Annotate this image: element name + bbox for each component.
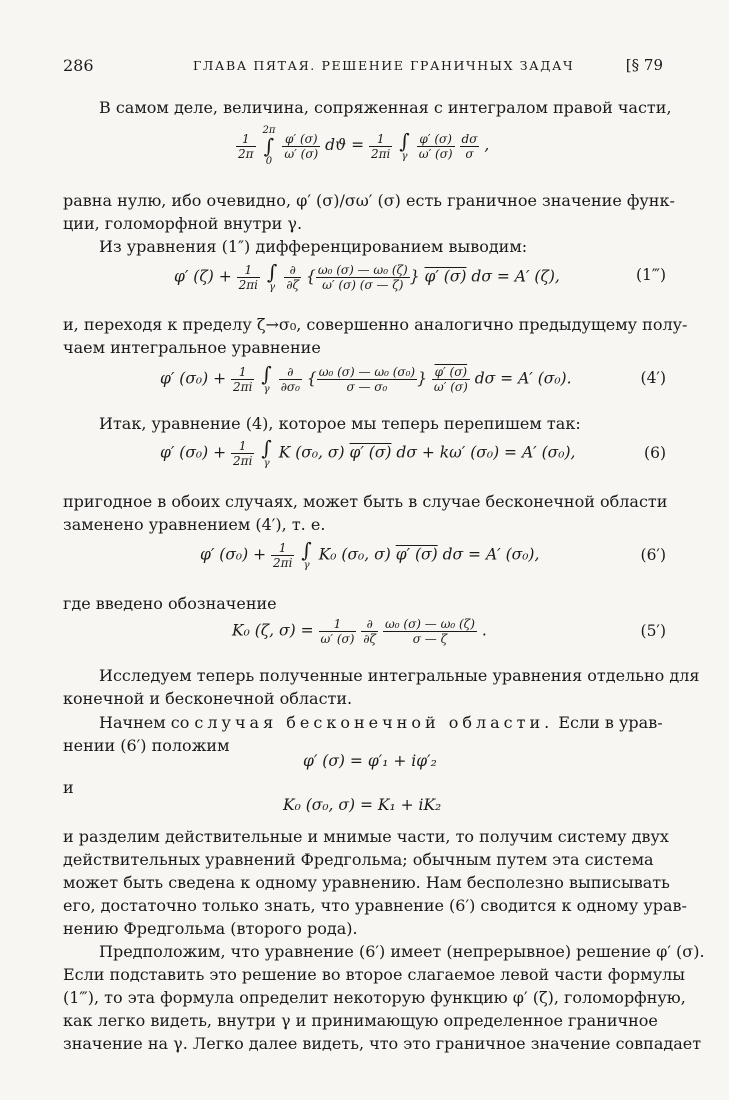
chapter-title: ГЛАВА ПЯТАЯ. РЕШЕНИЕ ГРАНИЧНЫХ ЗАДАЧ [193,58,575,73]
paragraph-line: конечной и бесконечной области. [63,689,353,708]
paragraph-line: где введено обозначение [63,594,277,613]
paragraph-line: Исследуем теперь полученные интегральные уравнения отдельно для [99,666,700,685]
paragraph-line: и разделим действительные и мнимые части, то получим систему двух [63,827,669,846]
paragraph-line: Предположим, что уравнение (6′) имеет (непрерывное) решение φ′ (σ). [99,942,705,961]
paragraph-line: как легко видеть, внутри γ и принимающую определенное граничное [63,1011,658,1030]
paragraph-line: и [63,778,74,797]
equation-number: (1‴) [635,266,666,284]
equation-6: φ′ (σ₀) + $\frac{1}{2\pi i}$ ∫ γ K (σ₀, σ) φ′ (σ) dσ + kω′ (σ₀) = A′ (σ₀), [160,436,576,469]
running-header [63,56,663,80]
paragraph-line: чаем интегральное уравнение [63,338,321,357]
paragraph-line: заменено уравнением (4′), т. е. [63,515,326,534]
paragraph-line: и, переходя к пределу ζ→σ₀, совершенно аналогично предыдущему полу- [63,315,688,334]
paragraph-line: В самом деле, величина, сопряженная с интегралом правой части, [99,98,672,117]
paragraph-line: нению Фредгольма (второго рода). [63,919,358,938]
paragraph-line: ции, голоморфной внутри γ. [63,214,303,233]
paragraph-line: его, достаточно только знать, что уравнение (6′) сводится к одному урав- [63,896,687,915]
equation-1: $\frac{1}{2\pi}$ 2π ∫ 0 $\frac{\varphi' (\sigma)}{\omega' (\sigma)}$ dϑ = $\frac{1}{2\pi i}$ ∫ γ $\frac{\varphi' (\sigma)}{\omega' (\sigma)}$ $\frac{d\sigma}{\sigma}$ , [238,125,490,167]
paragraph-line: Начнем со случая бесконечной области. Если в урав- [99,713,663,732]
paragraph-line: может быть сведена к одному уравнению. Нам бесполезно выписывать [63,873,670,892]
equation-number: (6′) [640,546,666,564]
equation-number: (6) [644,444,666,462]
paragraph-line: Из уравнения (1″) дифференцированием выводим: [99,237,528,256]
paragraph-line: равна нулю, ибо очевидно, φ′ (σ)/σω′ (σ) есть граничное значение функ- [63,191,675,210]
paragraph-line: Если подставить это решение во второе слагаемое левой части формулы [63,965,686,984]
equation-6-prime: φ′ (σ₀) + $\frac{1}{2\pi i}$ ∫ γ K₀ (σ₀, σ) φ′ (σ) dσ = A′ (σ₀), [200,538,540,571]
equation-1-triple-prime: φ′ (ζ) + $\frac{1}{2\pi i}$ ∫ γ $\frac{\partial}{\partial\zeta}$ { $\frac{\text{ω₀ (σ) — ω₀ (ζ)}}{\omega' (\sigma) (\sigma — \zeta)}$ } φ′ (σ) dσ = A′ (ζ), [174,260,560,293]
paragraph-line: пригодное в обоих случаях, может быть в случае бесконечной области [63,492,668,511]
equation-phi-split: φ′ (σ) = φ′₁ + iφ′₂ [303,752,437,770]
paragraph-line: Итак, уравнение (4), которое мы теперь перепишем так: [99,414,581,433]
paragraph-line: значение на γ. Легко далее видеть, что это граничное значение совпадает [63,1034,702,1053]
equation-5-prime: K₀ (ζ, σ) = $\frac{1}{\omega' (\sigma)}$ $\frac{\partial}{\partial\zeta}$ $\frac{\text{ω₀ (σ) — ω₀ (ζ)}}{\sigma — \zeta}$ . [232,617,487,646]
equation-4-prime: φ′ (σ₀) + $\frac{1}{2\pi i}$ ∫ γ $\frac{\partial}{\text{∂σ₀}}$ { $\frac{\text{ω₀ (σ) — ω₀ (σ₀)}}{\text{σ — σ₀}}$ } $\frac{\varphi' (\sigma)}{\omega' (\sigma)}$ dσ = A′ (σ₀). [160,362,572,395]
paragraph-line: нении (6′) положим [63,736,230,755]
equation-k-split: K₀ (σ₀, σ) = K₁ + iK₂ [283,796,442,814]
equation-number: (4′) [640,369,666,387]
section-number: [§ 79 [625,56,663,74]
equation-number: (5′) [640,622,666,640]
paragraph-line: действительных уравнений Фредгольма; обычным путем эта система [63,850,654,869]
paragraph-line: (1‴), то эта формула определит некоторую функцию φ′ (ζ), голоморфную, [63,988,686,1007]
page-number: 286 [63,56,94,75]
